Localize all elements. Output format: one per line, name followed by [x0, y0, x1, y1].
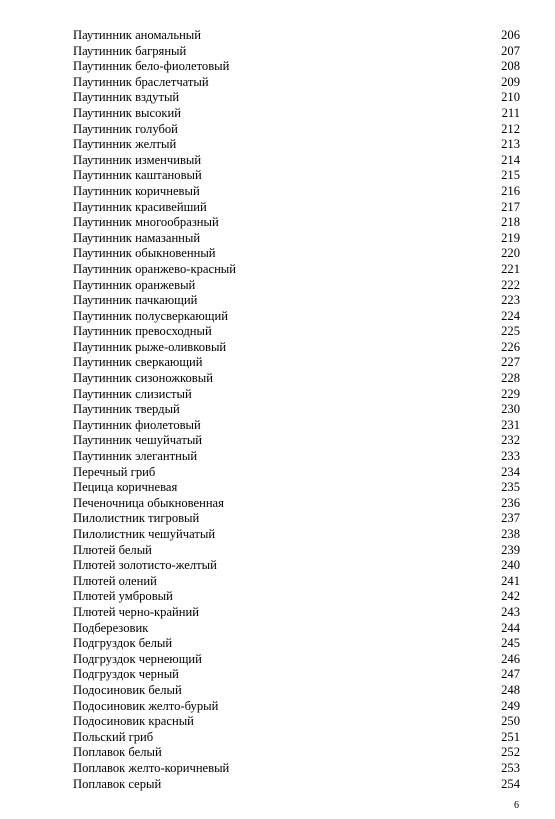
entry-name: Паутинник сверкающий — [73, 355, 203, 370]
index-entry — [73, 340, 520, 356]
entry-name: Паутинник желтый — [73, 137, 177, 152]
entry-page-number: 211 — [501, 105, 520, 120]
index-entry — [73, 215, 520, 231]
entry-name: Паутинник обыкновенный — [73, 246, 216, 261]
entry-name: Польский гриб — [73, 729, 154, 744]
index-entry — [73, 605, 520, 621]
index-entry — [73, 106, 520, 122]
index-entry — [73, 636, 520, 652]
entry-page-number: 217 — [501, 199, 520, 214]
entry-page-number: 225 — [501, 324, 520, 339]
entry-name: Подгруздок белый — [73, 636, 173, 651]
entry-page-number: 226 — [501, 339, 520, 354]
index-entry — [73, 402, 520, 418]
entry-name: Паутинник коричневый — [73, 183, 200, 198]
entry-name: Паутинник багряный — [73, 43, 187, 58]
entry-name: Паутинник красивейший — [73, 199, 207, 214]
entry-page-number: 239 — [501, 542, 520, 557]
index-list — [73, 28, 520, 792]
entry-name: Паутинник чешуйчатый — [73, 433, 203, 448]
index-entry — [73, 418, 520, 434]
entry-page-number: 233 — [501, 449, 520, 464]
entry-name: Плютей золотисто-желтый — [73, 558, 217, 573]
index-entry — [73, 355, 520, 371]
entry-page-number: 252 — [501, 745, 520, 760]
entry-page-number: 247 — [501, 667, 520, 682]
entry-name: Плютей олений — [73, 573, 157, 588]
entry-page-number: 229 — [501, 386, 520, 401]
index-entry — [73, 59, 520, 75]
index-entry — [73, 153, 520, 169]
index-entry — [73, 714, 520, 730]
entry-page-number: 254 — [501, 776, 520, 791]
entry-name: Паутинник оранжево-красный — [73, 261, 237, 276]
index-entry — [73, 589, 520, 605]
entry-name: Пецица коричневая — [73, 480, 178, 495]
index-entry — [73, 278, 520, 294]
entry-page-number: 249 — [501, 698, 520, 713]
index-entry — [73, 699, 520, 715]
index-entry — [73, 137, 520, 153]
index-entry — [73, 168, 520, 184]
entry-page-number: 231 — [501, 417, 520, 432]
index-entry — [73, 371, 520, 387]
entry-name: Паутинник рыже-оливковый — [73, 339, 227, 354]
entry-page-number: 235 — [501, 480, 520, 495]
entry-page-number: 243 — [501, 604, 520, 619]
entry-name: Паутинник браслетчатый — [73, 74, 209, 89]
entry-name: Плютей черно-крайний — [73, 604, 200, 619]
index-entry — [73, 246, 520, 262]
entry-page-number: 230 — [501, 402, 520, 417]
entry-name: Подгруздок чернеющий — [73, 651, 202, 666]
entry-page-number: 245 — [501, 636, 520, 651]
entry-name: Подосиновик белый — [73, 682, 182, 697]
index-entry — [73, 745, 520, 761]
index-entry — [73, 449, 520, 465]
entry-name: Паутинник твердый — [73, 402, 180, 417]
index-entry — [73, 558, 520, 574]
entry-name: Подгруздок черный — [73, 667, 179, 682]
entry-page-number: 210 — [501, 90, 520, 105]
entry-page-number: 228 — [501, 371, 520, 386]
entry-name: Паутинник полусверкающий — [73, 308, 228, 323]
index-entry — [73, 652, 520, 668]
entry-name: Поплавок серый — [73, 776, 162, 791]
index-entry — [73, 122, 520, 138]
entry-page-number: 208 — [501, 59, 520, 74]
entry-name: Плютей умбровый — [73, 589, 173, 604]
page-number: 6 — [514, 800, 519, 811]
entry-name: Паутинник фиолетовый — [73, 417, 201, 432]
index-entry — [73, 262, 520, 278]
entry-name: Поплавок желто-коричневый — [73, 760, 230, 775]
index-entry — [73, 44, 520, 60]
entry-name: Паутинник пачкающий — [73, 293, 198, 308]
index-entry — [73, 777, 520, 793]
entry-name: Паутинник каштановый — [73, 168, 202, 183]
entry-page-number: 227 — [501, 355, 520, 370]
entry-name: Паутинник сизоножковый — [73, 371, 213, 386]
index-entry — [73, 200, 520, 216]
entry-page-number: 242 — [501, 589, 520, 604]
index-entry — [73, 293, 520, 309]
entry-page-number: 232 — [501, 433, 520, 448]
entry-page-number: 234 — [501, 464, 520, 479]
entry-page-number: 221 — [501, 261, 520, 276]
index-entry — [73, 480, 520, 496]
entry-name: Пилолистник чешуйчатый — [73, 527, 216, 541]
entry-page-number: 250 — [501, 714, 520, 729]
entry-page-number: 212 — [501, 121, 520, 136]
entry-page-number: 206 — [501, 28, 520, 42]
entry-name: Паутинник элегантный — [73, 449, 198, 464]
index-entry — [73, 543, 520, 559]
entry-name: Плютей белый — [73, 542, 152, 557]
entry-name: Паутинник слизистый — [73, 386, 192, 401]
entry-name: Паутинник намазанный — [73, 230, 201, 245]
index-entry — [73, 511, 520, 527]
index-entry — [73, 324, 520, 340]
entry-name: Паутинник изменчивый — [73, 152, 202, 167]
index-entry — [73, 465, 520, 481]
entry-page-number: 241 — [501, 573, 520, 588]
entry-name: Паутинник многообразный — [73, 215, 219, 230]
index-entry — [73, 730, 520, 746]
index-entry — [73, 231, 520, 247]
entry-name: Перечный гриб — [73, 464, 156, 479]
entry-page-number: 213 — [501, 137, 520, 152]
entry-name: Паутинник вздутый — [73, 90, 180, 105]
entry-page-number: 220 — [501, 246, 520, 261]
entry-page-number: 222 — [501, 277, 520, 292]
entry-name: Паутинник аномальный — [73, 28, 202, 42]
index-entry — [73, 90, 520, 106]
entry-name: Паутинник высокий — [73, 105, 181, 120]
entry-page-number: 248 — [501, 682, 520, 697]
index-entry — [73, 184, 520, 200]
entry-name: Паутинник оранжевый — [73, 277, 196, 292]
entry-page-number: 253 — [501, 760, 520, 775]
entry-page-number: 236 — [501, 495, 520, 510]
entry-page-number: 219 — [501, 230, 520, 245]
index-entry — [73, 387, 520, 403]
entry-page-number: 237 — [501, 511, 520, 526]
entry-page-number: 224 — [501, 308, 520, 323]
entry-page-number: 207 — [501, 43, 520, 58]
index-entry — [73, 574, 520, 590]
entry-name: Паутинник голубой — [73, 121, 178, 136]
index-entry — [73, 621, 520, 637]
entry-name: Подосиновик красный — [73, 714, 194, 729]
index-entry — [73, 527, 520, 543]
index-entry — [73, 433, 520, 449]
index-entry — [73, 309, 520, 325]
entry-page-number: 240 — [501, 558, 520, 573]
entry-name: Подберезовик — [73, 620, 149, 635]
index-entry — [73, 761, 520, 777]
entry-page-number: 223 — [501, 293, 520, 308]
entry-page-number: 246 — [501, 651, 520, 666]
entry-page-number: 209 — [501, 74, 520, 89]
entry-page-number: 215 — [501, 168, 520, 183]
index-entry — [73, 667, 520, 683]
entry-name: Поплавок белый — [73, 745, 162, 760]
entry-name: Подосиновик желто-бурый — [73, 698, 219, 713]
entry-page-number: 214 — [501, 152, 520, 167]
index-entry — [73, 496, 520, 512]
entry-page-number: 244 — [501, 620, 520, 635]
index-entry — [73, 75, 520, 91]
entry-name: Пилолистник тигровый — [73, 511, 200, 526]
entry-page-number: 251 — [501, 729, 520, 744]
entry-name: Печеночница обыкновенная — [73, 495, 224, 510]
entry-page-number: 218 — [501, 215, 520, 230]
index-entry — [73, 683, 520, 699]
entry-page-number: 216 — [501, 183, 520, 198]
entry-name: Паутинник превосходный — [73, 324, 212, 339]
entry-page-number: 238 — [501, 527, 520, 541]
index-entry — [73, 28, 520, 44]
entry-name: Паутинник бело-фиолетовый — [73, 59, 230, 74]
